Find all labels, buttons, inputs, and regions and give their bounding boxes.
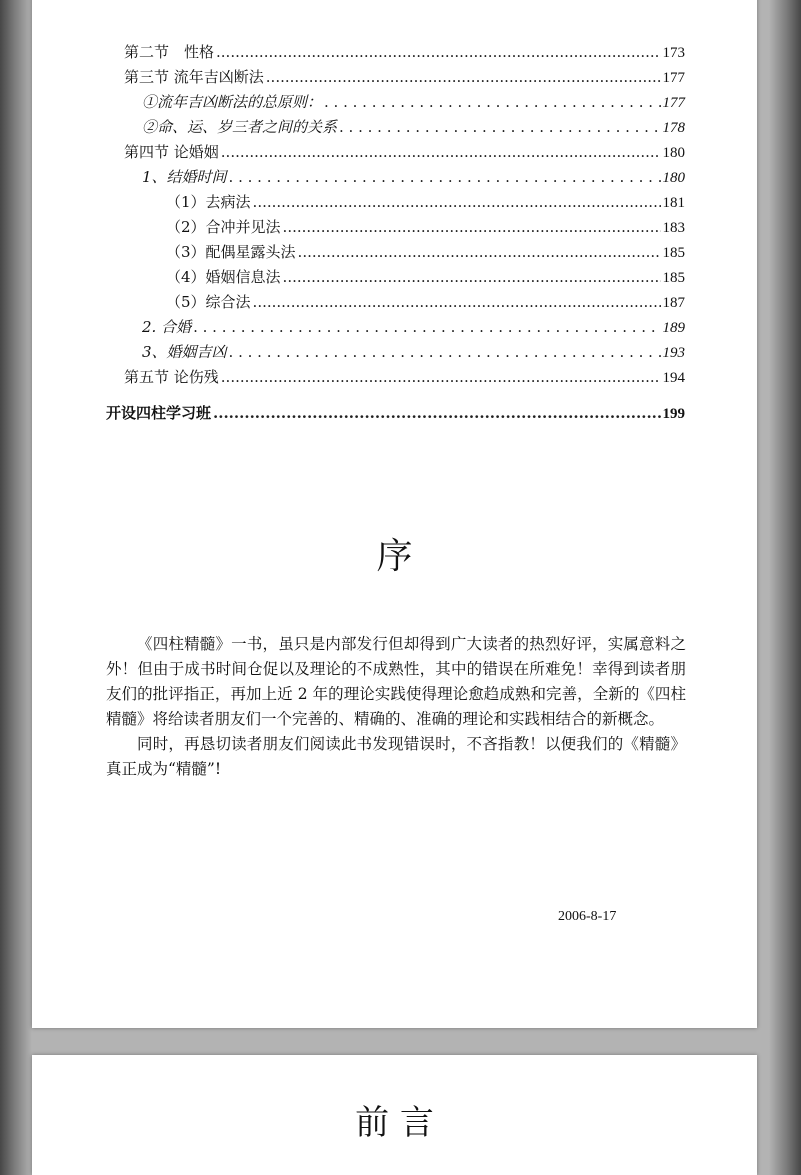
toc-entry-title: 开设四柱学习班: [106, 404, 212, 422]
next-page-title: 前 言: [355, 1103, 434, 1143]
toc-entry-title: 第三节 流年吉凶断法: [124, 68, 264, 86]
toc-entry-title: ②命、运、岁三者之间的关系: [142, 118, 338, 136]
toc-entry[interactable]: [166, 242, 685, 263]
toc-leader-dots: [213, 403, 660, 423]
toc-entry[interactable]: [124, 67, 685, 88]
toc-entry-title: （1）去病法: [166, 193, 251, 211]
toc-entry-page-number: 185: [662, 245, 685, 261]
preface-paragraph: 同时，再恳切读者朋友们阅读此书发现错误时，不吝指教！以便我们的《精髓》真正成为“精髓”!: [106, 735, 686, 778]
toc-entry[interactable]: [166, 292, 685, 313]
toc-entry-title: 1、结婚时间: [142, 168, 227, 186]
toc-leader-dots: [253, 292, 661, 312]
toc-entry[interactable]: [166, 217, 685, 238]
toc-entry[interactable]: [142, 117, 685, 138]
toc-entry[interactable]: [124, 367, 685, 388]
toc-entry-page-number: 180: [662, 170, 685, 186]
toc-entry-page-number: 178: [662, 120, 685, 136]
next-document-page: [32, 1055, 757, 1175]
toc-entry-page-number: 177: [662, 95, 685, 111]
toc-entry-title: 第五节 论伤残: [124, 368, 219, 386]
toc-entry-title: ①流年吉凶断法的总原则：: [142, 93, 323, 111]
toc-leader-dots: [324, 92, 660, 112]
toc-leader-dots: [283, 217, 661, 237]
toc-leader-dots: [221, 367, 661, 387]
toc-entry-title: 2. 合婚: [142, 318, 192, 336]
preface-body: [106, 632, 686, 782]
toc-entry-page-number: 194: [662, 370, 685, 386]
toc-entry-page-number: 185: [662, 270, 685, 286]
document-page: [32, 0, 757, 1028]
toc-entry[interactable]: [142, 167, 685, 188]
toc-entry-page-number: 189: [662, 320, 685, 336]
toc-leader-dots: [266, 67, 661, 87]
toc-entry[interactable]: [166, 192, 685, 213]
toc-entry-title: （4）婚姻信息法: [166, 268, 281, 286]
toc-entry[interactable]: [142, 342, 685, 363]
toc-leader-dots: [193, 317, 660, 337]
toc-entry-title: （3）配偶星露头法: [166, 243, 296, 261]
toc-entry-title: 第二节 性格: [124, 43, 215, 61]
toc-entry-page-number: 177: [662, 70, 685, 86]
toc-entry[interactable]: [124, 142, 685, 163]
toc-entry-page-number: 193: [662, 345, 685, 361]
toc-entry-title: 第四节 论婚姻: [124, 143, 219, 161]
toc-entry[interactable]: [166, 267, 685, 288]
toc-entry[interactable]: [142, 317, 685, 338]
toc-entry-page-number: 187: [662, 295, 685, 311]
toc-leader-dots: [216, 42, 660, 62]
preface-paragraph: 《四柱精髓》一书，虽只是内部发行但却得到广大读者的热烈好评，实属意料之外！但由于成书时间仓促以及理论的不成熟性，其中的错误在所难免！幸得到读者朋友们的批评指正，再加上近 2 年的理论实践使得理论愈趋成熟和完善，全新的《四柱精髓》将给读者朋友们一个完善的、精确的、准确的理论和实践相结合的新概念。: [106, 635, 686, 728]
toc-entry-page-number: 183: [662, 220, 685, 236]
toc-leader-dots: [253, 192, 661, 212]
toc-entry-page-number: 173: [662, 45, 685, 61]
toc-entry-page-number: 181: [662, 195, 685, 211]
toc-leader-dots: [283, 267, 661, 287]
toc-leader-dots: [298, 242, 661, 262]
preface-date: 2006-8-17: [558, 909, 617, 924]
toc-entry-page-number: 199: [662, 406, 685, 422]
toc-entry-title: （5）综合法: [166, 293, 251, 311]
toc-leader-dots: [339, 117, 660, 137]
toc-entry-title: 3、婚姻吉凶: [142, 343, 227, 361]
toc-entry[interactable]: [142, 92, 685, 113]
toc-entry-title: （2）合冲并见法: [166, 218, 281, 236]
toc-leader-dots: [221, 142, 661, 162]
toc-entry[interactable]: [124, 42, 685, 63]
toc-leader-dots: [229, 167, 661, 187]
toc-leader-dots: [229, 342, 661, 362]
preface-title: 序: [376, 536, 413, 577]
toc-entry[interactable]: [106, 403, 685, 424]
toc-entry-page-number: 180: [662, 145, 685, 161]
